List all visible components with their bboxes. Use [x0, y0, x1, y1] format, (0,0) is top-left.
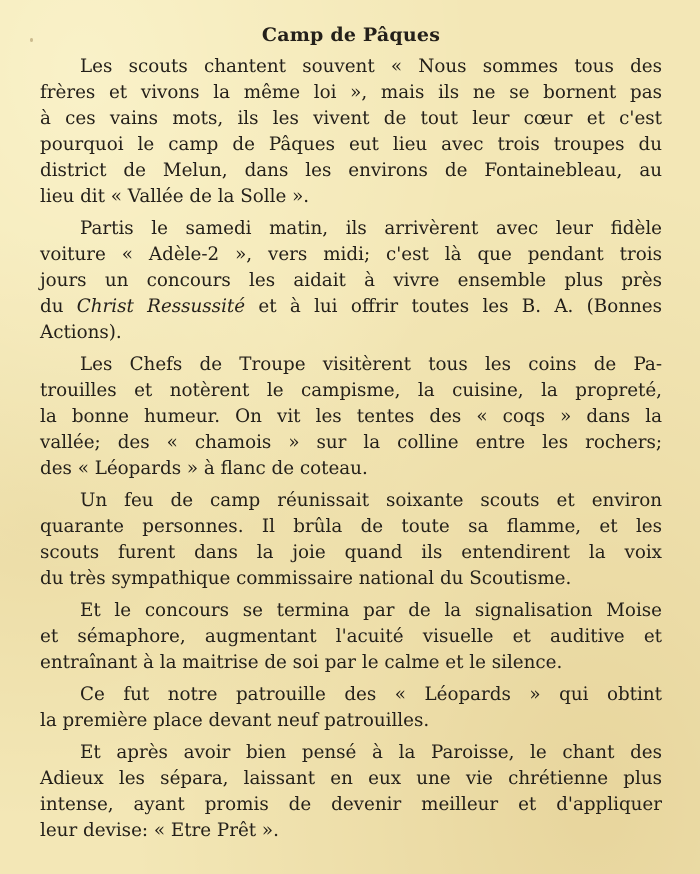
text-line: vallée; des « chamois » sur la colline entre les rochers;: [40, 432, 662, 453]
paragraph: [40, 216, 662, 346]
text-line: Actions).: [40, 322, 122, 343]
text-segment: du: [40, 296, 77, 317]
text-line: intense, ayant promis de devenir meilleur et d'appliquer: [40, 794, 662, 815]
article-body: [40, 54, 662, 844]
text-line: à ces vains mots, ils les vivent de tout leur cœur et c'est: [40, 108, 662, 129]
text-line: voiture « Adèle-2 », vers midi; c'est là que pendant trois: [40, 244, 662, 265]
paragraph: [40, 598, 662, 676]
text-line: district de Melun, dans les environs de Fontainebleau, au: [40, 160, 662, 181]
text-line: Les Chefs de Troupe visitèrent tous les coins de Pa-: [80, 354, 662, 375]
text-line: Ce fut notre patrouille des « Léopards » qui obtint: [80, 684, 662, 705]
text-line: Un feu de camp réunissait soixante scouts et environ: [80, 490, 662, 511]
paragraph: [40, 54, 662, 210]
text-line: pourquoi le camp de Pâques eut lieu avec trois troupes du: [40, 134, 662, 155]
text-line: Les scouts chantent souvent « Nous sommes tous des: [80, 56, 662, 77]
text-line: Et le concours se termina par de la signalisation Moise: [80, 600, 662, 621]
article-title: Camp de Pâques: [261, 24, 441, 46]
paragraph: [40, 352, 662, 482]
text-line: jours un concours les aidait à vivre ensemble plus près: [40, 270, 662, 291]
emphasized-text: Christ Ressussité: [76, 296, 246, 317]
text-line: scouts furent dans la joie quand ils entendirent la voix: [40, 542, 662, 563]
paragraph: [40, 682, 662, 734]
text-line: la première place devant neuf patrouilles.: [40, 710, 430, 731]
text-line: quarante personnes. Il brûla de toute sa flamme, et les: [40, 516, 662, 537]
text-line: Adieux les sépara, laissant en eux une vie chrétienne plus: [40, 768, 662, 789]
text-line: entraînant à la maitrise de soi par le calme et le silence.: [40, 652, 563, 673]
text-line: la bonne humeur. On vit les tentes des « coqs » dans la: [40, 406, 662, 427]
text-line: du très sympathique commissaire national du Scoutisme.: [40, 568, 572, 589]
text-line: et sémaphore, augmentant l'acuité visuelle et auditive et: [40, 626, 662, 647]
article: [40, 22, 662, 850]
paper-speck: [30, 38, 33, 42]
text-line: lieu dit « Vallée de la Solle ».: [40, 186, 310, 207]
text-line: frères et vivons la même loi », mais ils ne se bornent pas: [40, 82, 662, 103]
text-line: trouilles et notèrent le campisme, la cuisine, la propreté,: [40, 380, 662, 401]
text-line: Et après avoir bien pensé à la Paroisse, le chant des: [80, 742, 662, 763]
paragraph: [40, 740, 662, 844]
text-line: [40, 294, 662, 320]
text-line: Partis le samedi matin, ils arrivèrent avec leur fidèle: [80, 218, 662, 239]
text-segment: et à lui offrir toutes les B. A. (Bonnes: [245, 296, 662, 317]
text-line: leur devise: « Etre Prêt ».: [40, 820, 279, 841]
text-line: des « Léopards » à flanc de coteau.: [40, 458, 368, 479]
paragraph: [40, 488, 662, 592]
